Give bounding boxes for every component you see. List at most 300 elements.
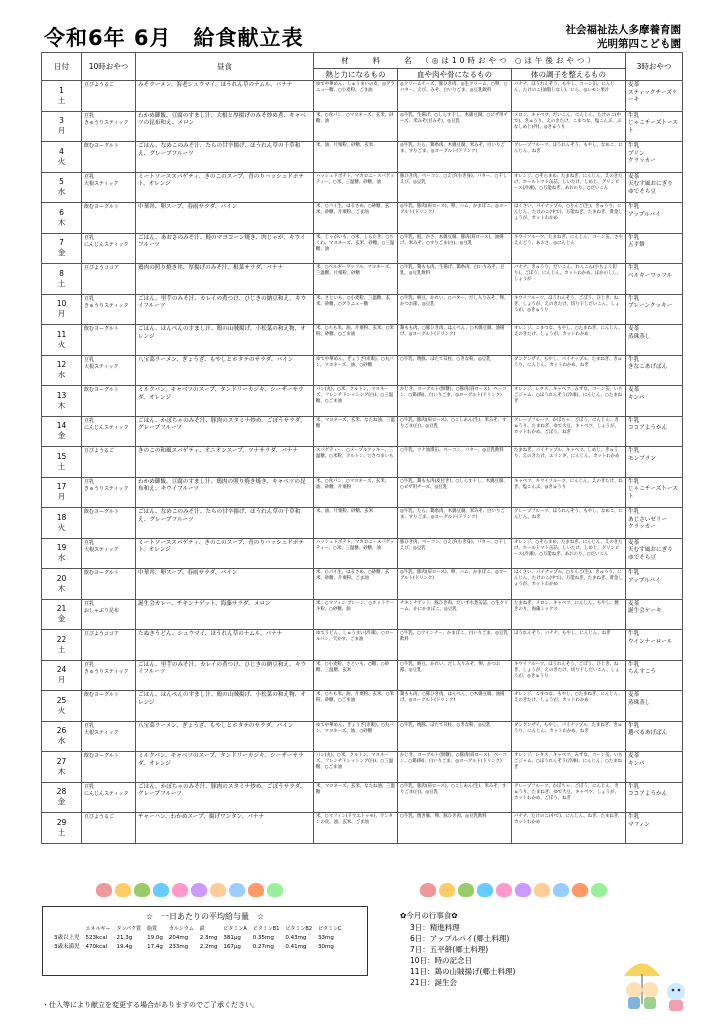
material-green-cell-text: ダンゲンザイ、もやし、パイナップル、たまねぎ、きゅうり、にんじん、カットわかめ、ねぎ xyxy=(514,722,623,734)
lunch-cell-text: 誕生会カレー、チキンナゲット、海藻サラダ、メロン xyxy=(138,600,271,607)
date-cell xyxy=(42,355,82,386)
decoration-icon xyxy=(477,883,493,897)
nutrition-cell: 2.3mg xyxy=(199,935,218,941)
snack3-cell xyxy=(626,508,683,539)
snack3-cell xyxy=(626,172,683,203)
menu-row xyxy=(42,294,683,325)
material-green-cell xyxy=(512,416,626,447)
material-yellow-cell xyxy=(398,233,512,264)
menu-body xyxy=(42,81,683,844)
snack3-cell-text: クラッカー xyxy=(628,158,656,164)
material-green-cell-text: メロン、キャベツ、だいこん、にんじん、たけのこ(中で)、きゅうり、えのきたけ、こまつな、塩こんぶ、ぶなしめじ(外)、◎きゅうり xyxy=(514,112,622,130)
day-of-week: 水 xyxy=(57,736,66,746)
day-of-week: 月 xyxy=(57,309,66,319)
material-red-cell xyxy=(314,477,398,508)
nutrition-cell: エネルギー xyxy=(85,926,111,932)
material-red-cell xyxy=(314,355,398,386)
day-of-week: 火 xyxy=(57,156,66,166)
material-red-cell xyxy=(314,233,398,264)
material-green-cell-text: キウイフルーツ、ほうれんそう、ごぼう、ひじき、ねぎ、しょうが、えのきたけ、切り干しだいこん、しょうが、◎きゅうり xyxy=(514,661,620,679)
material-yellow-cell xyxy=(398,355,512,386)
snack10-cell-text: 豆乳 xyxy=(84,295,95,302)
lunch-cell-text: みそラーメン、海老シュウマイ、ほうれん草のナムル、バナナ xyxy=(138,82,293,88)
snack10-cell-text: 大根スティック xyxy=(84,180,119,187)
snack3-cell-text: プリン xyxy=(628,150,645,157)
lunch-cell xyxy=(136,660,314,691)
nutrition-cell: 381μg xyxy=(223,935,241,941)
date-cell xyxy=(42,447,82,478)
material-green-cell-text: キウイフルーツ、たまねぎ、にんじん、コーン缶、さやえんどう、あおさ、◎にんじん xyxy=(514,234,623,246)
snack3-cell-text: 天むす風おにぎり xyxy=(628,181,673,187)
snack10-cell-text: 飲むヨーグルト xyxy=(84,570,119,576)
snack3-cell-text: 天むす風おにぎり xyxy=(628,547,673,553)
material-green-cell-text: オレンジ、こまつな、もやし、○たまねぎ、にんじん、えのきたけ、しょうが、カットわかめ xyxy=(514,692,623,703)
material-red-cell-text: 米、マヨネーズ、玄米、なたね油、三温糖 xyxy=(316,783,395,795)
snack3-cell-text: 牛乳 xyxy=(628,509,640,515)
date-cell xyxy=(42,752,82,783)
day-of-week: 木 xyxy=(57,583,66,593)
material-red-cell xyxy=(314,111,398,142)
day-of-week: 土 xyxy=(57,461,66,471)
snack3-cell xyxy=(626,660,683,691)
nutrition-cell: 0.35mg xyxy=(252,935,274,941)
material-red-cell-text: 米、○パイ生、はるさめ、○砂糖、玄米、砂糖、片栗粉、ごま油 xyxy=(316,570,390,581)
day-number: 27 xyxy=(56,756,67,766)
nutrition-cell: 3歳未満児 xyxy=(54,944,80,950)
day-number: 14 xyxy=(56,421,67,431)
date-cell xyxy=(42,142,82,173)
nutrition-cell xyxy=(51,925,83,934)
nutrition-cell: 204mg xyxy=(168,935,189,941)
decoration-icon xyxy=(534,883,550,897)
date-cell xyxy=(42,81,82,112)
material-green-cell-text: オレンジ、こまつな、もやし、○たまねぎ、にんじん、えのきたけ、しょうが、カットわかめ xyxy=(514,326,623,337)
material-green-cell xyxy=(512,203,626,234)
lunch-cell xyxy=(136,508,314,539)
snack10-cell xyxy=(82,264,136,295)
material-yellow-cell xyxy=(398,508,512,539)
snack10-cell xyxy=(82,508,136,539)
material-yellow-cell xyxy=(398,142,512,173)
date-cell xyxy=(42,477,82,508)
material-yellow-cell-text: ○牛乳、焼豚、ほたて貝柱、○きな粉、◎豆乳 xyxy=(400,722,491,728)
date-cell xyxy=(42,630,82,661)
decoration-icon xyxy=(115,883,131,897)
material-yellow-cell xyxy=(398,172,512,203)
decoration-icon xyxy=(553,883,569,897)
day-number: 20 xyxy=(56,573,67,583)
material-yellow-cell-text: 鶏もも肉、○豚ひき肉、はんぺん、○木綿豆腐、油揚げ、◎ヨーグルト(ドリンク) xyxy=(400,692,505,703)
snack10-cell-text: 豆乳 xyxy=(84,722,95,729)
material-red-cell-text: 米、じゃがいも、○米、しらたき、○ちくわ、マヨネーズ、玄米、砂糖、○三温糖、油 xyxy=(316,234,395,252)
material-green-cell-text: オレンジ、○そらまめ、たまねぎ、にんじん、えのきたけ、ホールトマト缶詰、しいたけ、しめじ、グリンピース(冷凍)、○万能ねぎ、あおのり、○だいこん xyxy=(514,173,623,191)
material-green-cell-text: キャベツ、キウイフルーツ、にんじん、えのきたけ、ねぎ、塩こんぶ、◎きゅうり xyxy=(514,478,623,490)
snack10-cell xyxy=(82,721,136,752)
facility-name: 光明第四こども園 xyxy=(597,38,681,50)
lunch-cell xyxy=(136,721,314,752)
material-red-cell-text: ハッシュドポテト、マカロニ・スパゲッティー、○米、三温糖、砂糖、油 xyxy=(316,539,395,551)
col-date: 日付 xyxy=(42,53,82,81)
snack3-cell-text: じゃこチーズトースト xyxy=(628,486,678,500)
material-red-cell-text: 米、油、片栗粉、砂糖、玄米 xyxy=(316,143,374,148)
snack10-cell xyxy=(82,813,136,844)
snack10-cell-text: 豆乳 xyxy=(84,539,95,546)
lunch-cell-text: ミートソーススパゲティ、きのこのスープ、青のりハッシュドポテト、オレンジ xyxy=(138,173,304,187)
lunch-cell xyxy=(136,294,314,325)
menu-row xyxy=(42,233,683,264)
snack3-cell-text: 選べるあげぱん xyxy=(628,730,668,736)
material-green-cell xyxy=(512,538,626,569)
snack3-cell xyxy=(626,203,683,234)
nutrition-cell: 0.43mg xyxy=(285,935,307,941)
menu-row xyxy=(42,111,683,142)
date-cell xyxy=(42,660,82,691)
material-red-cell xyxy=(314,172,398,203)
menu-row xyxy=(42,264,683,295)
snack3-cell xyxy=(626,477,683,508)
snack3-cell-text: 牛乳 xyxy=(628,570,640,576)
nutrition-cell: ビタミンA xyxy=(223,926,247,932)
snack10-cell-text: 豆乳 xyxy=(84,783,95,790)
menu-row xyxy=(42,721,683,752)
day-of-week: 金 xyxy=(57,614,66,624)
menu-row xyxy=(42,81,683,112)
snack10-cell xyxy=(82,782,136,813)
snack10-cell-text: 豆乳 xyxy=(84,234,95,241)
material-red-cell xyxy=(314,599,398,630)
lunch-cell xyxy=(136,416,314,447)
material-red-cell xyxy=(314,630,398,661)
snack3-cell xyxy=(626,569,683,600)
day-number: 10 xyxy=(56,299,67,309)
material-yellow-cell xyxy=(398,630,512,661)
material-green-cell xyxy=(512,447,626,478)
lunch-cell xyxy=(136,599,314,630)
date-cell xyxy=(42,294,82,325)
day-number: 29 xyxy=(56,817,67,827)
menu-row xyxy=(42,691,683,722)
event-item: 7日：五平餅(郷土料理) xyxy=(410,945,489,954)
material-yellow-cell-text: チキンナゲット、豚ひき肉、だいず水煮缶詰、○生クリーム、かにかまぼこ、◎豆乳 xyxy=(400,600,509,612)
decoration-icon xyxy=(420,883,436,897)
date-cell xyxy=(42,569,82,600)
day-number: 12 xyxy=(56,360,67,370)
snack3-cell-text: ココアようかん xyxy=(628,791,668,797)
snack10-cell-text: 豆乳 xyxy=(84,356,95,363)
lunch-cell xyxy=(136,81,314,112)
col-mat-yellow: 血や肉や骨になるもの xyxy=(398,69,512,81)
lunch-cell xyxy=(136,233,314,264)
snack3-cell-text: 牛乳 xyxy=(628,417,640,424)
nutrition-table xyxy=(51,925,345,952)
decoration-left xyxy=(96,880,283,900)
lunch-cell xyxy=(136,813,314,844)
snack3-cell xyxy=(626,691,683,722)
material-red-cell-text: 米、○パイ生、はるさめ、○砂糖、玄米、砂糖、片栗粉、ごま油 xyxy=(316,204,390,215)
snack3-cell-text: 牛乳 xyxy=(628,783,640,790)
material-green-cell xyxy=(512,508,626,539)
material-green-cell xyxy=(512,294,626,325)
snack3-cell-text: 麦茶 xyxy=(628,326,640,332)
material-yellow-cell-text: ◎牛乳、たら、鶏糸肉、木綿豆腐、米みそ、白いりごま、すりごま、◎ヨーグルト(ドリンク) xyxy=(400,509,505,520)
snack3-cell-text: ゆでそら豆 xyxy=(628,188,656,195)
material-yellow-cell-text: ◎クリームチーズ、豚ひき肉、◎生クリーム、○卵、○バター、えび、みそ、白いりごま、◎豆乳飲料 xyxy=(400,82,508,93)
day-of-week: 月 xyxy=(57,675,66,685)
date-cell xyxy=(42,386,82,417)
nutrition-cell: 17.4g xyxy=(147,944,163,950)
lunch-cell xyxy=(136,355,314,386)
snack10-cell xyxy=(82,630,136,661)
day-of-week: 火 xyxy=(57,705,66,715)
events-title: ✿今月の行事食✿ xyxy=(400,911,458,920)
snack3-cell-text: じゃこチーズトースト xyxy=(628,120,678,134)
snack10-cell-text: 飲むヨーグルト xyxy=(84,387,119,393)
snack10-cell-text: 豆びようるご xyxy=(84,814,115,820)
material-red-cell-text: ゆで中華めん、しゅうまいの皮、◎グラニュー糖、○小麦粉、ごま油 xyxy=(316,82,395,93)
material-green-cell-text: バナナ、きゅうり、だいこん、れんこん(小ちょう切り)、ごぼう、にんじん、カットわかめ、ほかのしし、しょうが xyxy=(514,265,622,282)
snack3-cell-text: 麦茶 xyxy=(628,600,640,607)
material-green-cell-text: グレープフルーツ、かぼちゃ、ごぼう、にんじん、きゅうり、たまねぎ、ゆで大豆、キャベツ、しょうが、カットわかめ、ごぼう、ねぎ xyxy=(514,417,619,435)
snack3-cell-text: 蒸珠蒸し xyxy=(628,699,651,706)
snack10-cell xyxy=(82,325,136,356)
lunch-cell-text: ごはん、はんぺんのすまし汁、鶏の山賊揚げ、小松菜の和え物、オレンジ xyxy=(138,326,306,340)
menu-row xyxy=(42,660,683,691)
snack3-cell-text: 麦茶 xyxy=(628,173,640,180)
nutrition-cell: 30mg xyxy=(318,944,334,950)
day-number: 11 xyxy=(56,329,67,339)
snack3-cell-text: ちんすこう xyxy=(628,669,656,675)
day-number: 17 xyxy=(56,482,67,492)
day-of-week: 水 xyxy=(57,553,66,563)
decoration-icon xyxy=(572,883,588,897)
material-green-cell xyxy=(512,569,626,600)
nutrition-cell: タンパク質 xyxy=(116,926,142,932)
material-yellow-cell xyxy=(398,538,512,569)
day-number: 4 xyxy=(59,146,64,156)
decoration-icon xyxy=(172,883,188,897)
menu-row xyxy=(42,599,683,630)
snack3-cell-text: ウインナーロール xyxy=(628,638,673,645)
material-yellow-cell xyxy=(398,782,512,813)
snack10-cell xyxy=(82,752,136,783)
col-lunch: 昼食 xyxy=(136,53,314,81)
material-green-cell xyxy=(512,630,626,661)
snack3-cell xyxy=(626,386,683,417)
material-red-cell-text: 米、マヨネーズ、玄米、なたね油、三温糖 xyxy=(316,417,395,429)
material-yellow-cell xyxy=(398,721,512,752)
material-red-cell-text: ゆで中華めん、ぎょうざ(市販)、○丸パン、マヨネーズ、油、○砂糖 xyxy=(316,356,394,368)
snack10-cell-text: きゅうりスティック xyxy=(84,485,129,492)
nutrition-cell: 脂質 xyxy=(147,926,158,932)
snack10-cell xyxy=(82,599,136,630)
snack3-cell xyxy=(626,599,683,630)
snack10-cell-text: 大根スティック xyxy=(84,546,119,553)
snack3-cell xyxy=(626,752,683,783)
col-snack3: 3時おやつ xyxy=(626,53,683,81)
lunch-cell-text: ミルクパン、キャベツのスープ、タンドリーカジキ、シーザーサラダ、オレンジ xyxy=(138,753,304,767)
decoration-icon xyxy=(191,883,207,897)
day-number: 1 xyxy=(59,85,64,95)
snack3-cell-text: ベルギーワッフル xyxy=(628,272,673,279)
material-green-cell xyxy=(512,599,626,630)
menu-row xyxy=(42,355,683,386)
material-green-cell xyxy=(512,172,626,203)
col-snack10: 10時おやつ xyxy=(82,53,136,81)
nutrition-box xyxy=(42,906,368,976)
menu-row xyxy=(42,752,683,783)
col-materials: 材 料 名 （◎は10時おやつ ○は午後おやつ） xyxy=(314,53,626,69)
nutrition-cell: 233mg xyxy=(168,944,189,950)
lunch-cell-text: ごはん、なめこのみそ汁、たらの甘辛揚げ、ほうれん草の千草和え、グレープフルーツ xyxy=(138,509,301,523)
page-title: 令和6年 6月 給食献立表 xyxy=(44,26,304,50)
snack3-cell xyxy=(626,81,683,112)
snack3-cell-text: 牛乳 xyxy=(628,722,640,729)
material-red-cell xyxy=(314,691,398,722)
snack10-cell-text: 豆びようココア xyxy=(84,631,120,637)
lunch-cell-text: ごはん、里芋のみそ汁、カレイの煮つけ、ひじきの納豆和え、キウイフルーツ xyxy=(138,661,307,675)
snack10-cell xyxy=(82,294,136,325)
snack3-cell-text: 五平餅 xyxy=(628,242,645,248)
lunch-cell xyxy=(136,782,314,813)
lunch-cell-text: ごはん、はんぺんのすまし汁、鶏の山賊揚げ、小松菜の和え物、オレンジ xyxy=(138,692,306,706)
page-header xyxy=(0,0,723,55)
material-yellow-cell xyxy=(398,203,512,234)
material-green-cell xyxy=(512,386,626,417)
nutrition-cell: 33mg xyxy=(318,935,334,941)
snack10-cell-text: おしゃぶり昆布 xyxy=(84,607,120,614)
day-number: 18 xyxy=(56,512,67,522)
material-yellow-cell-text: ◎牛乳、生揚げ、○しらす干し、木綿豆腐、○ピザ用チーズ、米みそ(甘みそ)、◎豆乳 xyxy=(400,112,508,124)
material-red-cell xyxy=(314,386,398,417)
material-red-cell-text: 米、○ちも米、油、片栗粉、玄米、○米粉、砂糖、○ごま油 xyxy=(316,326,394,337)
day-of-week: 金 xyxy=(57,797,66,807)
material-yellow-cell xyxy=(398,660,512,691)
decoration-icon xyxy=(229,883,245,897)
snack10-cell xyxy=(82,477,136,508)
day-number: 7 xyxy=(59,238,64,248)
material-green-cell xyxy=(512,721,626,752)
material-red-cell xyxy=(314,508,398,539)
menu-row xyxy=(42,172,683,203)
snack3-cell xyxy=(626,447,683,478)
snack10-cell-text: 豆乳 xyxy=(84,478,95,485)
material-yellow-cell-text: ○牛乳、豚肉(肩ロース)、○こしあん(生)、米みそ、すりごま(白)、◎豆乳 xyxy=(400,783,507,795)
nutrition-cell: 19.0g xyxy=(147,935,163,941)
lunch-cell xyxy=(136,477,314,508)
lunch-cell xyxy=(136,447,314,478)
menu-table xyxy=(41,52,683,844)
material-red-cell xyxy=(314,325,398,356)
snack3-cell-text: クラッカー xyxy=(628,524,656,530)
snack10-cell xyxy=(82,447,136,478)
snack10-cell xyxy=(82,416,136,447)
date-cell xyxy=(42,264,82,295)
material-yellow-cell xyxy=(398,416,512,447)
snack3-cell-text: キンパ xyxy=(628,760,645,767)
date-cell xyxy=(42,233,82,264)
snack3-cell-text: 牛乳 xyxy=(628,112,640,119)
material-yellow-cell-text: 豚ひき肉、ベーコン、○えび(むき身)、パター、○干しえび、◎豆乳 xyxy=(400,173,508,185)
snack3-cell-text: 牛乳 xyxy=(628,234,640,241)
snack10-cell-text: きゅうりスティック xyxy=(84,302,129,309)
material-green-cell-text: たまねぎ、パイナップル、キャベツ、しめじ、きゅうり、えのきたけ、エリンギ、にんじん、カットわかめ xyxy=(514,448,620,459)
day-number: 15 xyxy=(56,451,67,461)
material-yellow-cell-text: ○牛乳、鶏もも肉(皮付き)、○しらす干し、木綿豆腐、○ピザ用チーズ、◎豆乳 xyxy=(400,478,508,490)
snack3-cell-text: 牛乳 xyxy=(628,143,640,149)
material-red-cell xyxy=(314,416,398,447)
snack3-cell xyxy=(626,721,683,752)
snack3-cell xyxy=(626,813,683,844)
decoration-icon xyxy=(439,883,455,897)
day-number: 25 xyxy=(56,695,67,705)
event-item: 3日：精進料理 xyxy=(410,923,460,932)
material-red-cell xyxy=(314,782,398,813)
org-name: 社会福祉法人多摩養育園 xyxy=(565,24,681,36)
day-number: 22 xyxy=(56,634,67,644)
nutrition-cell: 3歳以上児 xyxy=(54,935,80,941)
day-of-week: 土 xyxy=(57,95,66,105)
lunch-cell-text: ごはん、かぼちゃのみそ汁、豚肉のスタミナ炒め、ごぼうサラダ、グレープフルーツ xyxy=(138,783,306,797)
lunch-cell-text: きのこの和風スパゲティ、オニオンスープ、ツナサラダ、バナナ xyxy=(138,448,298,454)
day-of-week: 木 xyxy=(57,217,66,227)
snack3-cell-text: 蒸珠蒸し xyxy=(628,333,651,340)
day-of-week: 火 xyxy=(57,522,66,532)
nutrition-cell: ビタミンB2 xyxy=(285,926,313,932)
events-box xyxy=(400,910,515,988)
snack3-cell-text: キンパ xyxy=(628,394,645,401)
snack10-cell-text: 飲むヨーグルト xyxy=(84,143,119,149)
material-yellow-cell-text: 鶏もも肉、○豚ひき肉、はんぺん、○木綿豆腐、油揚げ、◎ヨーグルト(ドリンク) xyxy=(400,326,505,337)
nutrition-cell: 21.3g xyxy=(116,935,133,941)
date-cell xyxy=(42,599,82,630)
decoration-icon xyxy=(591,883,607,897)
material-red-cell xyxy=(314,569,398,600)
material-red-cell xyxy=(314,81,398,112)
snack3-cell xyxy=(626,233,683,264)
day-of-week: 木 xyxy=(57,400,66,410)
material-yellow-cell-text: ○牛乳、ツナ油漬缶、ベーコン、バター、◎豆乳飲料 xyxy=(400,448,504,453)
snack10-cell xyxy=(82,660,136,691)
material-red-cell-text: 米、○ちも米、油、片栗粉、玄米、○米粉、砂糖、○ごま油 xyxy=(316,692,394,703)
snack3-cell-text: 牛乳 xyxy=(628,204,640,210)
day-number: 13 xyxy=(56,390,67,400)
material-yellow-cell xyxy=(398,264,512,295)
nutrition-cell: カルシウム xyxy=(168,926,194,932)
day-of-week: 水 xyxy=(57,187,66,197)
menu-row xyxy=(42,142,683,173)
material-red-cell-text: 米、○食パン、○マヨネーズ、玄米、油、砂糖、片栗粉 xyxy=(316,478,390,490)
material-green-cell-text: グレープフルーツ、ほうれんそう、もやし、なめこ、にんじん、ねぎ xyxy=(514,509,623,520)
snack10-cell-text: にんじんスティック xyxy=(84,790,129,797)
lunch-cell-text: ごはん、里芋のみそ汁、カレイの煮つけ、ひじきの納豆和え、キウイフルーツ xyxy=(138,295,307,309)
snack3-cell-text: 牛乳 xyxy=(628,814,640,820)
snack3-cell-text: 麦茶 xyxy=(628,539,640,546)
snack10-cell-text: 飲むヨーグルト xyxy=(84,204,119,210)
material-yellow-cell xyxy=(398,294,512,325)
material-red-cell xyxy=(314,752,398,783)
decoration-icon xyxy=(134,883,150,897)
snack10-cell xyxy=(82,569,136,600)
day-of-week: 水 xyxy=(57,370,66,380)
material-yellow-cell-text: ○牛乳、焼豚、ほたて貝柱、○きな粉、◎豆乳 xyxy=(400,356,491,362)
event-item: 6日：アップルパイ(郷土料理) xyxy=(410,934,510,943)
menu-row xyxy=(42,447,683,478)
snack3-cell-text: あじさいゼリー xyxy=(628,516,668,523)
material-red-cell-text: 米、○小麦粉、さといも、○糖、○砂糖、三温糖、玄米 xyxy=(316,661,389,673)
snack10-cell-text: きゅうりスティック xyxy=(84,668,129,675)
material-red-cell xyxy=(314,538,398,569)
event-item: 11日：鶏の山賊揚げ(郷土料理) xyxy=(410,967,516,976)
